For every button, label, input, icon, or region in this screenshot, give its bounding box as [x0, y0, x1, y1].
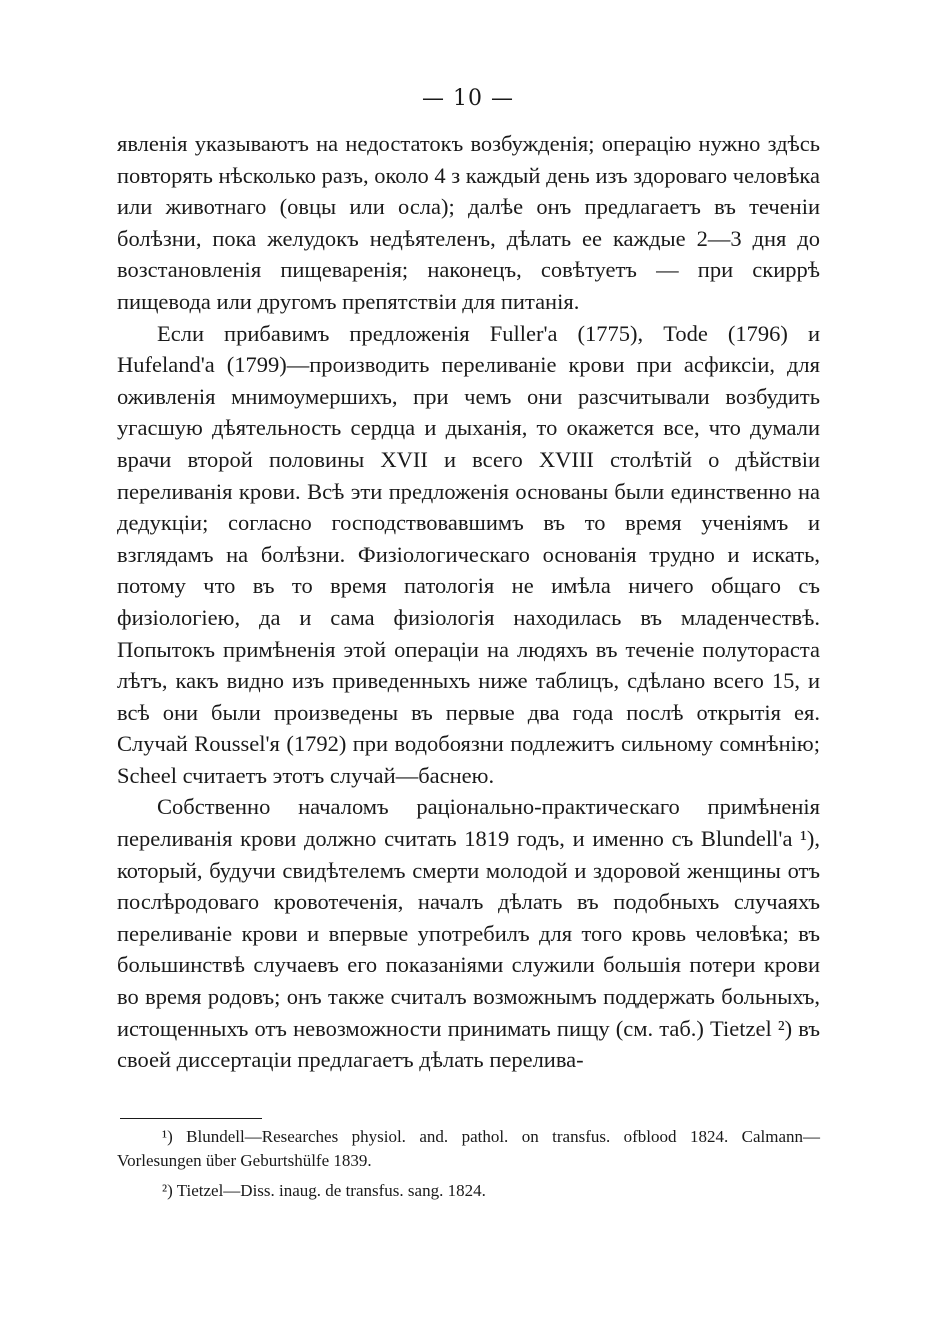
footnotes: [117, 1125, 820, 1203]
body-text: [117, 128, 820, 1076]
paragraph-continuation: явленія указываютъ на недостатокъ возбужденія; операцію нужно здѣсь повторять нѣсколько разъ, около 4 з каждый день изъ здороваго человѣка или животнаго (овцы или осла); далѣе онъ предлагаетъ въ теченіи болѣзни, пока желудокъ недѣятеленъ, дѣлать ее каждые 2—3 дня до возстановленія пищеваренія; наконецъ, совѣтуетъ — при скиррѣ пищевода или другомъ препятствіи для питанія.: [117, 131, 820, 314]
footnote-2: ²) Tietzel—Diss. inaug. de transfus. sang. 1824.: [162, 1181, 486, 1200]
paragraph-blundell: Собственно началомъ раціонально-практическаго примѣненія переливанія крови должно считать 1819 годъ, и именно съ Blundell'а ¹), который, будучи свидѣтелемъ смерти молодой и здоровой женщины отъ послѣродоваго кровотеченія, началъ дѣлать въ подобныхъ случаяхъ переливаніе крови и впервые употребилъ для того кровь человѣка; въ большинствѣ случаевъ его показаніями служили большія потери крови во время родовъ; онъ также считалъ возможнымъ поддержать больныхъ, истощенныхъ отъ невозможности принимать пищу (см. таб.) Tietzel ²) въ своей диссертаціи предлагаетъ дѣлать перелива-: [117, 794, 820, 1073]
page-number: — 10 —: [422, 86, 514, 111]
footnote-divider: [120, 1118, 262, 1119]
footnote-1: ¹) Blundell—Researches physiol. and. pathol. on transfus. ofblood 1824. Calmann—Vorlesungen über Geburtshülfe 1839.: [117, 1127, 820, 1170]
paragraph-early-proposals: Если прибавимъ предложенія Fuller'а (1775), Tode (1796) и Hufeland'а (1799)—производить переливаніе крови при асфиксіи, для оживленія мнимоумершихъ, при чемъ они разсчитывали возбудить угасшую дѣятельность сердца и дыханія, то окажется все, что думали врачи второй половины XVII и всего XVIII столѣтій о дѣйствіи переливанія крови. Всѣ эти предложенія основаны были единственно на дедукціи; согласно господствовавшимъ въ то время ученіямъ и взглядамъ на болѣзни. Физіологическаго основанія трудно и искать, потому что въ то время патологія не имѣла ничего общаго съ физіологіею, да и сама физіологія находилась въ младенчествѣ. Попытокъ примѣненія этой операціи на людяхъ въ теченіе полуторaста лѣтъ, какъ видно изъ приведенныхъ ниже таблицъ, сдѣлано всего 15, и всѣ они были произведены въ первые два года послѣ открытія ея. Случай Roussel'я (1792) при водобоязни подлежитъ сильному сомнѣнію; Scheel считаетъ этотъ случай—баснею.: [117, 320, 820, 788]
